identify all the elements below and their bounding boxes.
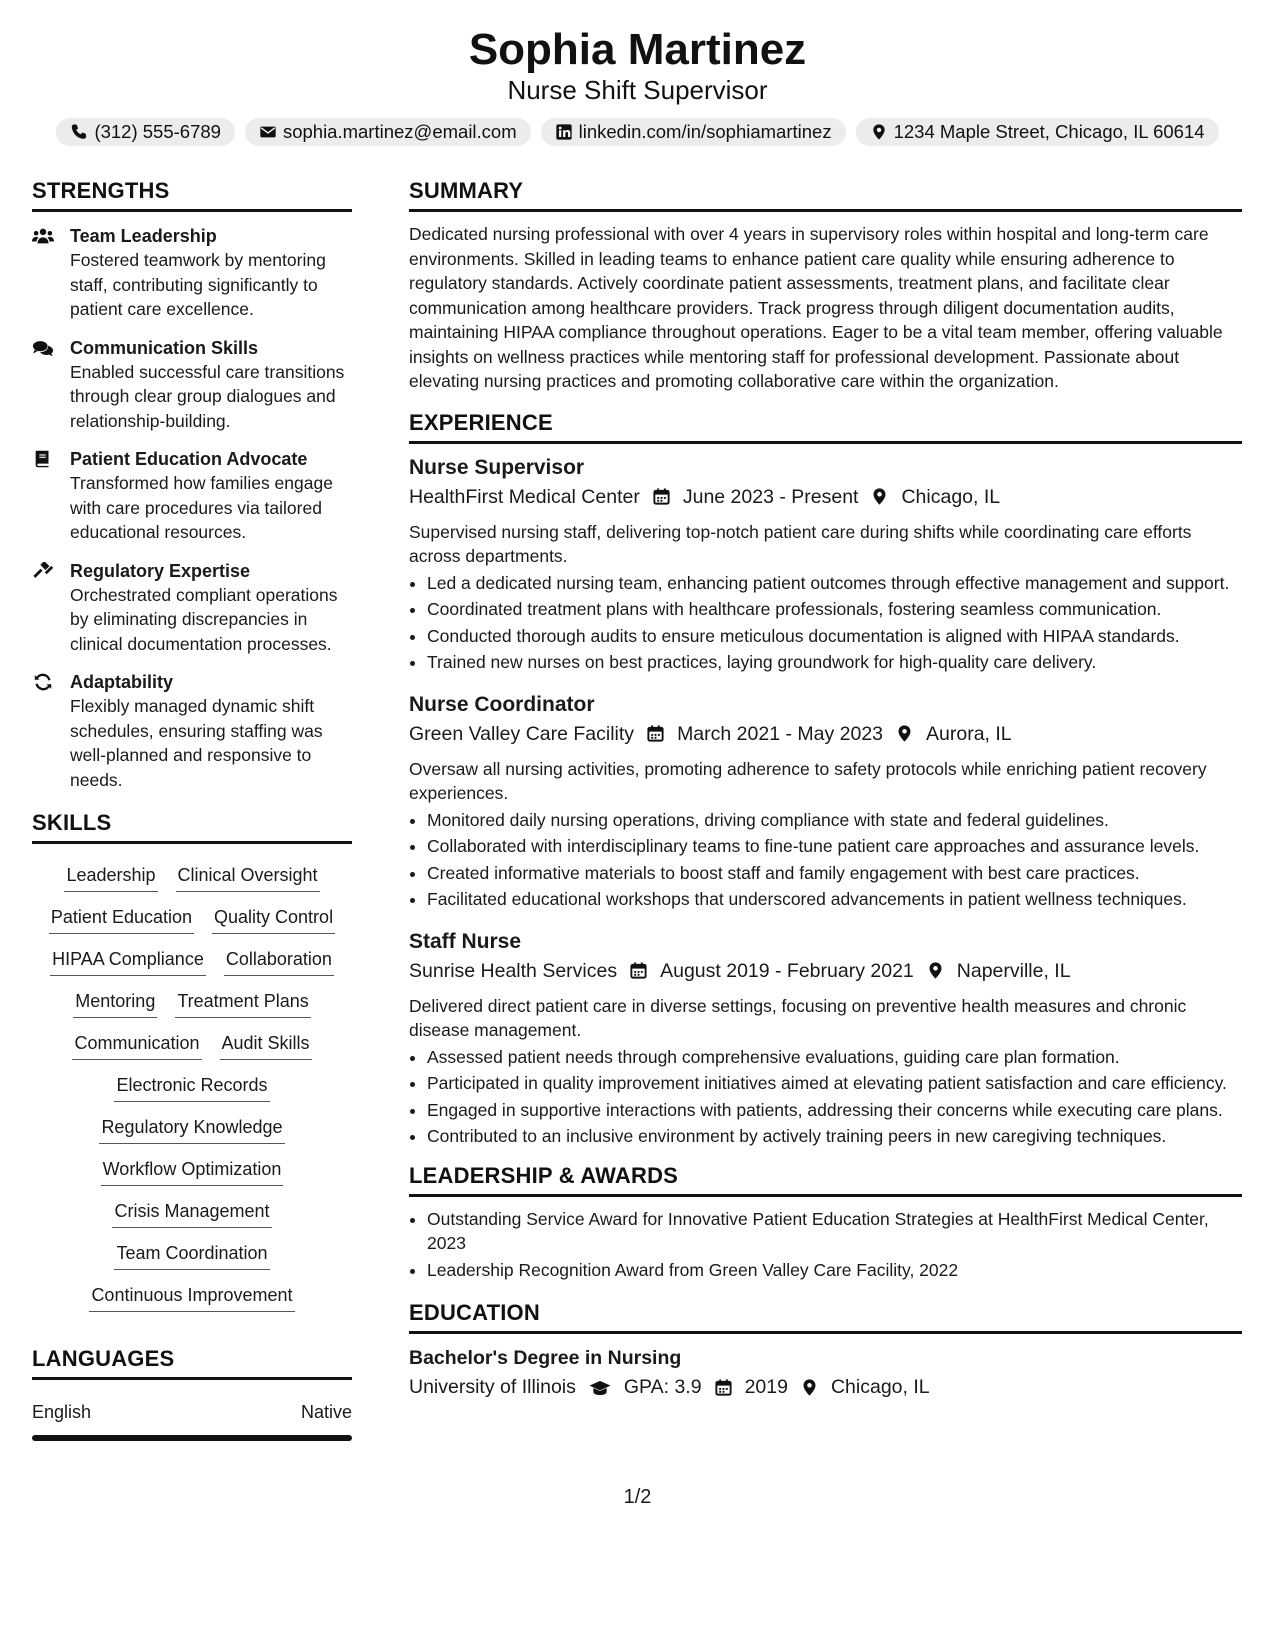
contact-phone-text: (312) 555-6789 xyxy=(94,121,221,142)
map-pin-icon xyxy=(870,487,889,506)
skill-tag: Quality Control xyxy=(212,904,335,934)
calendar-icon xyxy=(652,487,671,506)
awards-list xyxy=(409,1207,1242,1283)
skill-tag: Mentoring xyxy=(73,988,157,1018)
job-location: Chicago, IL xyxy=(901,485,1001,508)
skill-tag: Collaboration xyxy=(224,946,334,976)
job-location: Naperville, IL xyxy=(956,959,1071,982)
map-pin-icon xyxy=(895,724,914,743)
job-company: HealthFirst Medical Center xyxy=(409,485,640,508)
education-heading: EDUCATION xyxy=(409,1300,1242,1334)
education-degree: Bachelor's Degree in Nursing xyxy=(409,1347,682,1369)
job-dates: June 2023 - Present xyxy=(682,485,859,508)
summary-heading: SUMMARY xyxy=(409,178,1242,212)
strength-title: Adaptability xyxy=(70,672,174,692)
users-icon xyxy=(32,227,54,245)
job-entry xyxy=(409,928,1242,1149)
strength-item xyxy=(32,336,352,434)
strength-item xyxy=(32,447,352,545)
strength-item xyxy=(32,670,352,792)
skill-tag: Continuous Improvement xyxy=(89,1282,294,1312)
job-title: Nurse Coordinator xyxy=(409,692,595,716)
job-entry xyxy=(409,454,1242,675)
skill-tag: Workflow Optimization xyxy=(101,1156,284,1186)
gavel-icon xyxy=(32,562,54,580)
sync-icon xyxy=(32,673,54,691)
education-gpa: GPA: 3.9 xyxy=(623,1376,702,1398)
skill-tag: Crisis Management xyxy=(112,1198,271,1228)
job-company: Sunrise Health Services xyxy=(409,959,618,982)
skill-tag: Team Coordination xyxy=(114,1240,269,1270)
strength-title: Regulatory Expertise xyxy=(70,560,251,581)
job-bullets xyxy=(409,1045,1242,1149)
contact-address[interactable] xyxy=(856,118,1219,146)
job-bullets xyxy=(409,808,1242,912)
job-company: Green Valley Care Facility xyxy=(409,722,635,745)
job-desc: Delivered direct patient care in diverse settings, focusing on preventive health measures and chronic disease management. xyxy=(409,995,1187,1040)
left-column xyxy=(32,178,352,1441)
strength-desc: Transformed how families engage with care procedures via tailored educational resources. xyxy=(70,473,333,542)
calendar-icon xyxy=(646,724,665,743)
language-row xyxy=(32,1402,352,1423)
comments-icon xyxy=(32,339,54,357)
strength-title: Patient Education Advocate xyxy=(70,449,308,469)
job-bullet: • Engaged in supportive interactions with patients, addressing their concerns while executing care plans. xyxy=(427,1098,1242,1123)
calendar-icon xyxy=(629,961,648,980)
strength-desc: Fostered teamwork by mentoring staff, contributing significantly to patient care excellence. xyxy=(70,250,326,319)
strength-item xyxy=(32,559,352,657)
skill-tag: Electronic Records xyxy=(114,1072,269,1102)
strength-title: Communication Skills xyxy=(70,337,259,358)
strength-desc: Orchestrated compliant operations by eliminating discrepancies in clinical documentation processes. xyxy=(70,584,338,654)
job-bullet: • Assessed patient needs through comprehensive evaluations, guiding care plan formation. xyxy=(427,1045,1242,1070)
job-dates: August 2019 - February 2021 xyxy=(660,959,914,982)
map-pin-icon xyxy=(800,1378,819,1397)
job-entry xyxy=(409,691,1242,912)
map-pin-icon xyxy=(870,123,888,141)
skill-tag: Communication xyxy=(72,1030,201,1060)
strength-title: Team Leadership xyxy=(70,226,217,246)
contact-phone[interactable] xyxy=(56,118,235,146)
contact-bar xyxy=(0,118,1275,146)
strengths-heading: STRENGTHS xyxy=(32,178,352,212)
candidate-title: Nurse Shift Supervisor xyxy=(507,75,768,105)
contact-linkedin[interactable] xyxy=(541,118,846,146)
job-bullet: • Contributed to an inclusive environment by actively training peers in new caregiving techniques. xyxy=(427,1124,1242,1149)
graduation-cap-icon xyxy=(588,1378,612,1397)
strength-desc: Flexibly managed dynamic shift schedules, ensuring staffing was well-planned and responsive to needs. xyxy=(70,696,323,790)
page-number: 1/2 xyxy=(623,1486,652,1508)
language-level-bar xyxy=(32,1435,352,1441)
contact-email-text: sophia.martinez@email.com xyxy=(282,121,517,142)
phone-icon xyxy=(70,123,88,141)
skill-tag: Regulatory Knowledge xyxy=(99,1114,284,1144)
envelope-icon xyxy=(259,123,277,141)
job-bullet: • Conducted thorough audits to ensure meticulous documentation is aligned with HIPAA standards. xyxy=(427,624,1242,649)
job-title: Staff Nurse xyxy=(409,929,522,953)
skill-tag: Clinical Oversight xyxy=(176,862,320,892)
contact-email[interactable] xyxy=(245,118,531,146)
contact-linkedin-text: linkedin.com/in/sophiamartinez xyxy=(578,121,832,142)
education-location: Chicago, IL xyxy=(830,1376,930,1398)
book-icon xyxy=(32,450,54,468)
award-item: • Outstanding Service Award for Innovative Patient Education Strategies at HealthFirst Medical Center, 2023 xyxy=(427,1207,1242,1256)
skills-heading: SKILLS xyxy=(32,810,352,844)
map-pin-icon xyxy=(926,961,945,980)
job-bullet: • Participated in quality improvement initiatives aimed at elevating patient satisfaction and care efficiency. xyxy=(427,1071,1242,1096)
contact-address-text: 1234 Maple Street, Chicago, IL 60614 xyxy=(893,121,1205,142)
skill-tag: Patient Education xyxy=(49,904,194,934)
award-item: • Leadership Recognition Award from Green Valley Care Facility, 2022 xyxy=(427,1258,1242,1283)
languages-heading: LANGUAGES xyxy=(32,1346,352,1380)
job-title: Nurse Supervisor xyxy=(409,455,585,479)
candidate-name: Sophia Martinez xyxy=(468,25,807,74)
education-year: 2019 xyxy=(744,1376,788,1398)
job-bullet: • Coordinated treatment plans with healthcare professionals, fostering seamless communication. xyxy=(427,597,1242,622)
calendar-icon xyxy=(714,1378,733,1397)
awards-heading: LEADERSHIP & AWARDS xyxy=(409,1163,1242,1197)
resume-header xyxy=(0,22,1275,146)
job-bullets xyxy=(409,571,1242,675)
strength-desc: Enabled successful care transitions through clear group dialogues and relationship-building. xyxy=(70,361,345,431)
job-desc: Oversaw all nursing activities, promoting adherence to safety protocols while enriching patient recovery experiences. xyxy=(409,758,1207,803)
job-location: Aurora, IL xyxy=(926,722,1012,745)
job-bullet: • Monitored daily nursing operations, driving compliance with state and federal guidelines. xyxy=(427,808,1242,833)
job-bullet: • Collaborated with interdisciplinary teams to fine-tune patient care approaches and assurance levels. xyxy=(427,834,1242,859)
linkedin-icon xyxy=(555,123,573,141)
skill-tag: Audit Skills xyxy=(220,1030,312,1060)
job-bullet: • Facilitated educational workshops that underscored advancements in patient wellness techniques. xyxy=(427,887,1242,912)
job-dates: March 2021 - May 2023 xyxy=(677,722,884,745)
job-bullet: • Created informative materials to boost staff and family engagement with best care practices. xyxy=(427,861,1242,886)
summary-text: Dedicated nursing professional with over 4 years in supervisory roles within hospital and long-term care environments. Skilled in leading teams to enhance patient care quality while ensuring adherence to regulatory standards. Actively coordinate patient assessments, treatment plans, and facilitate clear communication among healthcare providers. Track progress through diligent documentation audits, maintaining HIPAA compliance throughout operations. Eager to be a vital team member, offering valuable insights on wellness practices while mentoring staff for professional development. Passionate about elevating nursing practices and promoting collaborative care within the organization. xyxy=(409,224,1223,391)
skill-tag: Leadership xyxy=(64,862,157,892)
education-school: University of Illinois xyxy=(409,1376,576,1398)
language-name: English xyxy=(32,1402,92,1422)
skill-tag: Treatment Plans xyxy=(175,988,310,1018)
experience-heading: EXPERIENCE xyxy=(409,410,1242,444)
skills-list xyxy=(32,854,352,1346)
right-column xyxy=(409,178,1242,1410)
job-bullet: • Trained new nurses on best practices, laying groundwork for high-quality care delivery. xyxy=(427,650,1242,675)
job-desc: Supervised nursing staff, delivering top-notch patient care during shifts while coordinating care efforts across departments. xyxy=(409,521,1192,566)
skill-tag: HIPAA Compliance xyxy=(50,946,206,976)
language-level: Native xyxy=(300,1402,352,1422)
job-bullet: • Led a dedicated nursing team, enhancing patient outcomes through effective management and support. xyxy=(427,571,1242,596)
education-meta xyxy=(409,1372,1242,1402)
strength-item xyxy=(32,224,352,322)
